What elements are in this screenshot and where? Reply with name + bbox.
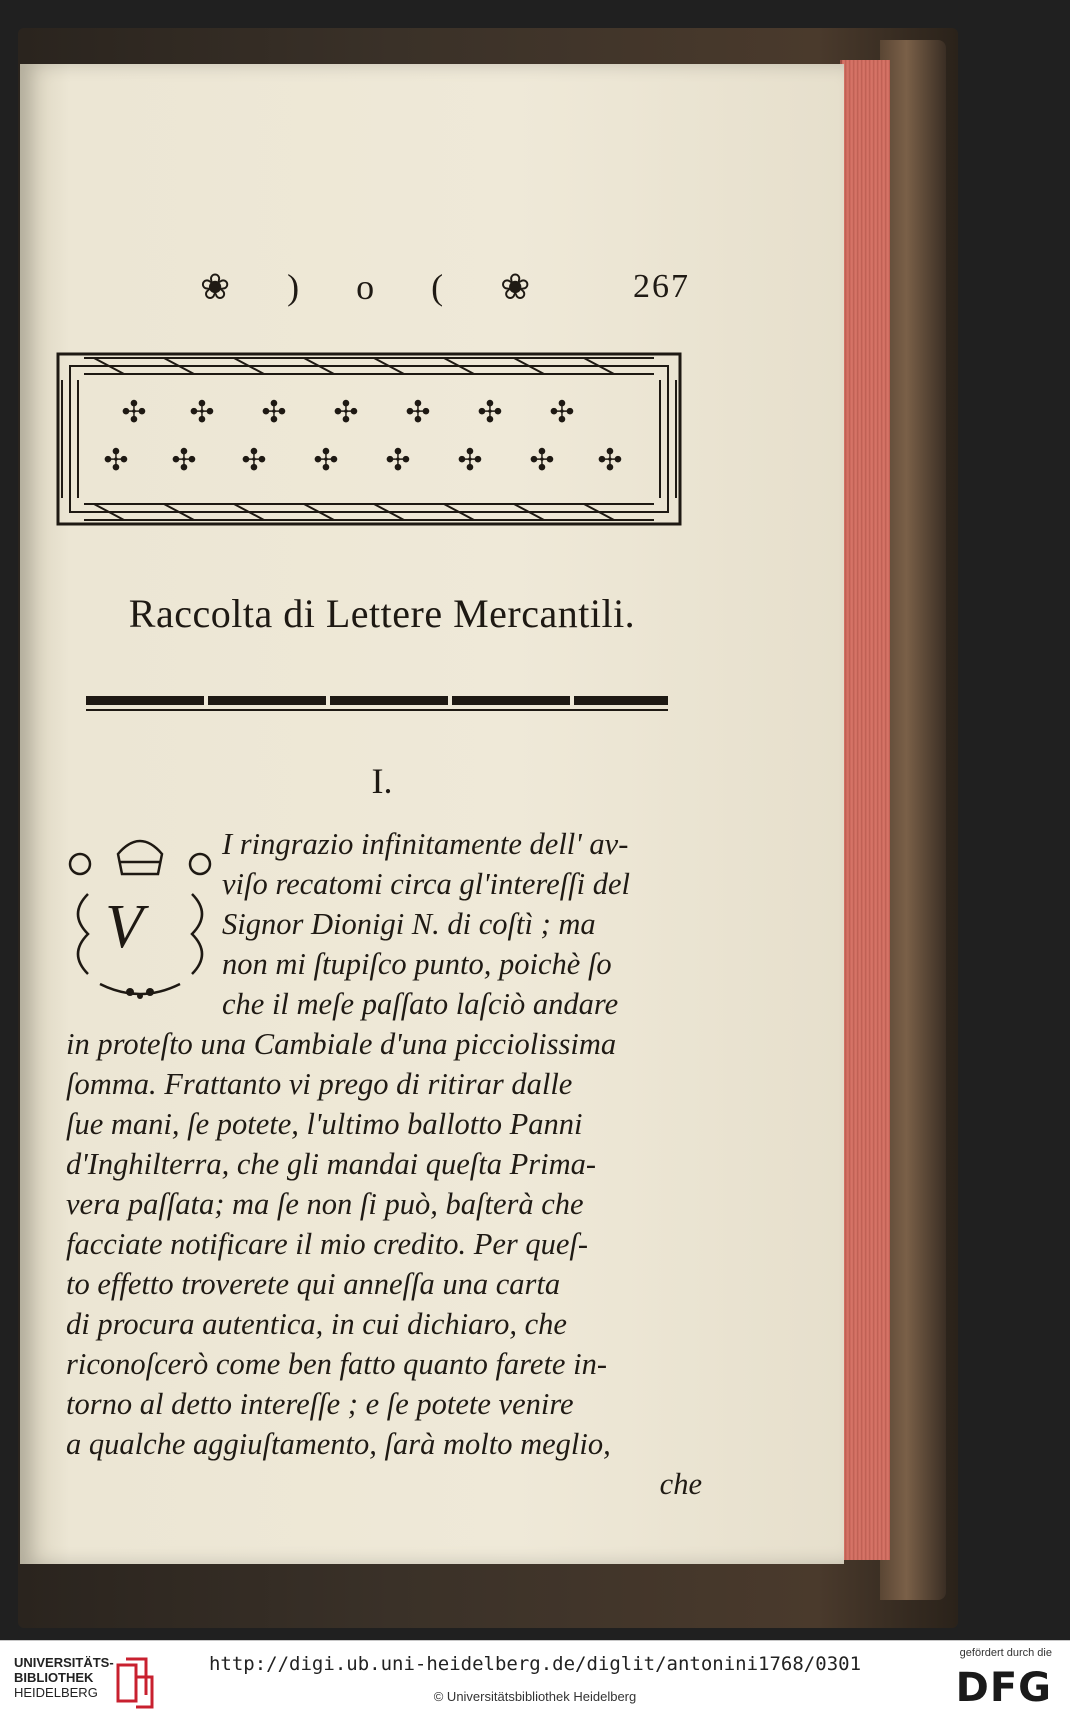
svg-text:✣: ✣ (405, 395, 431, 430)
red-page-edges (840, 60, 890, 1560)
text-line: ſomma. Frattanto vi prego di ritirar dalle (66, 1067, 573, 1101)
svg-text:✣: ✣ (457, 443, 483, 478)
svg-text:✣: ✣ (261, 395, 287, 430)
letter-body (66, 824, 702, 1504)
text-line: ſue mani, ſe potete, l'ultimo ballotto Panni (66, 1107, 583, 1141)
svg-text:✣: ✣ (597, 443, 623, 478)
text-line: torno al detto intereſſe ; e ſe potete venire (66, 1387, 574, 1421)
svg-text:✣: ✣ (477, 395, 503, 430)
text-line: a qualche aggiuſtamento, ſarà molto meglio, (66, 1427, 611, 1461)
copyright-notice: © Universitätsbibliothek Heidelberg (433, 1689, 637, 1704)
funder-caption: gefördert durch die (959, 1647, 1052, 1659)
viewer-footer (0, 1640, 1070, 1719)
text-line: che il meſe paſſato laſciò andare (222, 987, 619, 1021)
svg-text:✣: ✣ (385, 443, 411, 478)
library-name-line2: BIBLIOTHEK (14, 1670, 94, 1685)
svg-text:✣: ✣ (241, 443, 267, 478)
running-header (200, 262, 690, 312)
library-name-line3: HEIDELBERG (14, 1685, 98, 1700)
svg-text:✣: ✣ (189, 395, 215, 430)
text-line: facciate notificare il mio credito. Per queſ- (66, 1227, 589, 1261)
permalink-url[interactable]: http://digi.ub.uni-heidelberg.de/diglit/antonini1768/0301 (208, 1653, 862, 1675)
letter-number: I. (371, 761, 393, 801)
drop-cap: V (105, 893, 143, 961)
library-name-line1: UNIVERSITÄTS- (14, 1655, 114, 1670)
decorative-headpiece (54, 350, 684, 528)
svg-text:✣: ✣ (549, 395, 575, 430)
text-line: to effetto troverete qui anneſſa una carta (66, 1267, 561, 1301)
text-line: vera paſſata; ma ſe non ſi può, baſterà che (66, 1187, 584, 1221)
text-line: d'Inghilterra, che gli mandai queſta Prima- (66, 1147, 597, 1181)
header-ornament: ❀ ) o ( ❀ (200, 267, 555, 307)
catchword: che (659, 1467, 702, 1501)
svg-text:✣: ✣ (171, 443, 197, 478)
svg-text:✣: ✣ (529, 443, 555, 478)
text-line: I ringrazio infinitamente dell' av- (222, 827, 629, 861)
svg-text:✣: ✣ (333, 395, 359, 430)
text-line: non mi ſtupiſco punto, poichè ſo (222, 947, 612, 981)
svg-text:✣: ✣ (103, 443, 129, 478)
page-number: 267 (633, 268, 690, 305)
svg-text:✣: ✣ (313, 443, 339, 478)
text-line: Signor Dionigi N. di coſtì ; ma (222, 907, 596, 941)
text-line: riconoſcerò come ben fatto quanto farete in- (66, 1347, 607, 1381)
text-line: di procura autentica, in cui dichiaro, che (66, 1307, 567, 1341)
text-line: in proteſto una Cambiale d'una picciolissima (66, 1027, 617, 1061)
section-title: Raccolta di Lettere Mercantili. (128, 591, 636, 636)
svg-text:✣: ✣ (121, 395, 147, 430)
title-rule (86, 696, 668, 712)
text-line: viſo recatomi circa gl'intereſſi del (222, 867, 630, 901)
dfg-logo[interactable]: DFG (955, 1665, 1052, 1711)
book-page (20, 64, 844, 1564)
